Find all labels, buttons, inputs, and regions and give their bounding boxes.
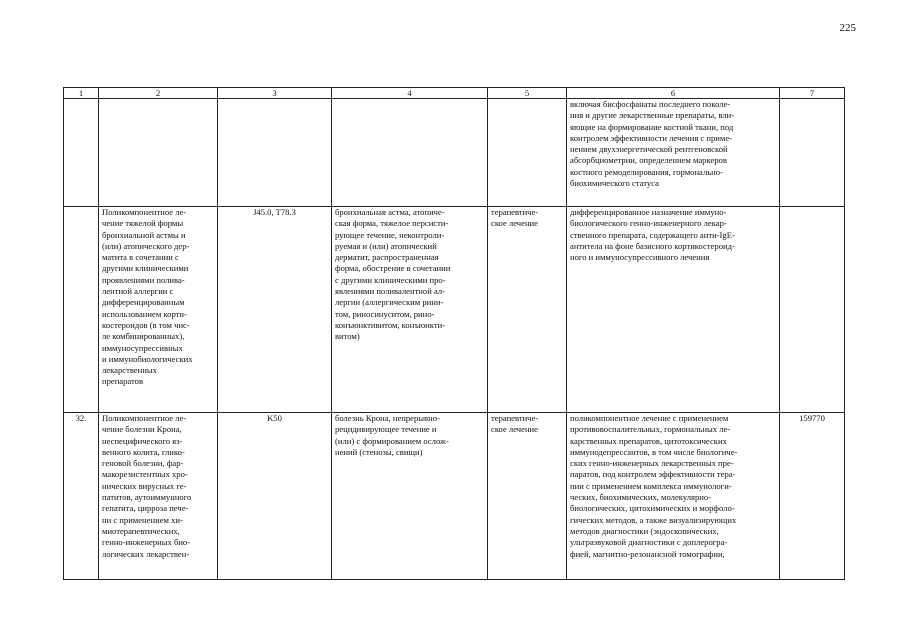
text-line: терапевтиче- bbox=[491, 207, 539, 217]
text-line: терапевтиче- bbox=[491, 413, 539, 423]
text-line: паратов, под контролем эффективности тера- bbox=[570, 469, 736, 480]
text-line: биологических, цитохимических и морфоло- bbox=[570, 503, 735, 514]
text-line: форма, обострение в сочетании bbox=[335, 263, 451, 274]
text-line: противовоспалительных, гормональных ле- bbox=[570, 424, 731, 435]
text-line: Поликомпонентное ле- bbox=[102, 413, 187, 423]
text-line: гепатита, цирроза пече- bbox=[102, 503, 189, 514]
text-line: иммуносупрессивных bbox=[102, 342, 183, 353]
text-line: антитела на фоне базисного кортикостероид- bbox=[570, 240, 735, 251]
text-line: контролем эффективности лечения с приме- bbox=[570, 132, 733, 143]
table-row bbox=[64, 207, 845, 413]
text-line: неспецифического яз- bbox=[102, 435, 183, 446]
text-line: патитов, аутоиммунного bbox=[102, 492, 192, 503]
text-line: поликомпонентное лечение с применением bbox=[570, 413, 729, 423]
text-line: нением двухэнергетической рентгеновской bbox=[570, 144, 728, 155]
text-line: (или) атопического дер- bbox=[102, 240, 190, 251]
text-line: и иммунобиологических bbox=[102, 353, 193, 364]
text-line: другими клиническими bbox=[102, 263, 189, 274]
text-line: костного ремоделирования, гормонально- bbox=[570, 166, 723, 177]
text-line: включая бисфосфанаты последнего поколе- bbox=[570, 99, 731, 109]
patient-model-cell bbox=[332, 99, 488, 207]
care-type-cell bbox=[99, 207, 218, 413]
text-line: рецидивирующее течение и bbox=[335, 424, 437, 435]
column-number: 1 bbox=[64, 88, 99, 99]
text-line: препаратов bbox=[102, 376, 144, 387]
icd-code-cell: J45.0, T78.3 bbox=[218, 207, 332, 413]
text-line: методов диагностики (эндоскопических, bbox=[570, 525, 719, 536]
text-line: ле комбинированных), bbox=[102, 331, 185, 342]
text-line: лекарственных bbox=[102, 365, 157, 376]
text-line: геновой болезни, фар- bbox=[102, 458, 184, 469]
text-line: макорезистентных хро- bbox=[102, 469, 188, 480]
column-number: 4 bbox=[332, 88, 488, 99]
text-line: костероидов (в том чис- bbox=[102, 319, 190, 330]
icd-code-cell bbox=[218, 99, 332, 207]
text-line: рующее течение, неконтроли- bbox=[335, 229, 445, 240]
text-line: ного и иммуносупрессивного лечения bbox=[570, 252, 710, 263]
treatment-method-cell bbox=[567, 99, 780, 207]
cost-cell bbox=[780, 207, 845, 413]
text-line: с другими клиническими про- bbox=[335, 274, 446, 285]
text-line: ческих, биохимических, молекулярно- bbox=[570, 492, 712, 503]
text-line: биологического генно-инженерного лекар- bbox=[570, 218, 727, 229]
text-line: нических вирусных ге- bbox=[102, 480, 187, 491]
treatment-method-cell bbox=[567, 413, 780, 580]
medical-care-table bbox=[63, 87, 845, 580]
text-line: дерматит, распространенная bbox=[335, 252, 439, 263]
text-line: биохимического статуса bbox=[570, 178, 659, 189]
text-line: ское лечение bbox=[491, 424, 538, 435]
text-line: витом) bbox=[335, 331, 360, 342]
text-line: дифференцированным bbox=[102, 297, 185, 308]
text-line: матита в сочетании с bbox=[102, 252, 179, 263]
text-line: абсорбциометрии, определением маркеров bbox=[570, 155, 727, 166]
text-line: дифференцированное назначение иммуно- bbox=[570, 207, 727, 217]
text-line: конъюнктивитом, конъюнкти- bbox=[335, 319, 446, 330]
row-number-cell bbox=[64, 207, 99, 413]
text-line: яющие на формирование костной ткани, под bbox=[570, 121, 734, 132]
text-line: (или) с формированием ослож- bbox=[335, 435, 449, 446]
text-line: руемая и (или) атопический bbox=[335, 240, 437, 251]
text-line: логических лекарствен- bbox=[102, 548, 190, 559]
text-line: иммунодепрессантов, в том числе биологиче- bbox=[570, 446, 738, 457]
text-line: ское лечение bbox=[491, 218, 538, 229]
text-line: пии с применением комплекса иммунологи- bbox=[570, 480, 732, 491]
treatment-type-cell bbox=[488, 207, 567, 413]
text-line: ни с применением хи- bbox=[102, 514, 183, 525]
cost-cell bbox=[780, 99, 845, 207]
text-line: венного колита, глико- bbox=[102, 446, 185, 457]
text-line: использованием корти- bbox=[102, 308, 187, 319]
cost-cell: 159770 bbox=[780, 413, 845, 580]
icd-code-cell: K50 bbox=[218, 413, 332, 580]
text-line: том, риносинуситом, рино- bbox=[335, 308, 435, 319]
text-line: гических методов, а также визуализирующих bbox=[570, 514, 737, 525]
care-type-cell bbox=[99, 99, 218, 207]
treatment-type-cell bbox=[488, 413, 567, 580]
text-line: бронхиальной астмы и bbox=[102, 229, 186, 240]
care-type-cell bbox=[99, 413, 218, 580]
treatment-method-cell bbox=[567, 207, 780, 413]
column-number: 7 bbox=[780, 88, 845, 99]
text-line: нений (стенозы, свищи) bbox=[335, 446, 423, 457]
page-number: 225 bbox=[839, 22, 856, 34]
text-line: ских генно-инженерных лекарственных пре- bbox=[570, 458, 734, 469]
patient-model-cell bbox=[332, 207, 488, 413]
patient-model-cell bbox=[332, 413, 488, 580]
table-row bbox=[64, 99, 845, 207]
column-number: 3 bbox=[218, 88, 332, 99]
treatment-type-cell bbox=[488, 99, 567, 207]
text-line: ния и другие лекарственные препараты, вли- bbox=[570, 110, 735, 121]
text-line: явлениями поливалентной ал- bbox=[335, 286, 445, 297]
text-line: ультразвуковой диагностики с доплерогра- bbox=[570, 537, 728, 548]
column-number-row bbox=[64, 88, 845, 99]
text-line: миотерапевтических, bbox=[102, 525, 180, 536]
table-row bbox=[64, 413, 845, 580]
column-number: 5 bbox=[488, 88, 567, 99]
row-number-cell: 32. bbox=[64, 413, 99, 580]
text-line: бронхиальная астма, атопиче- bbox=[335, 207, 445, 217]
text-line: генно-инженерных био- bbox=[102, 537, 191, 548]
text-line: карственных препаратов, цитотоксических bbox=[570, 435, 727, 446]
text-line: ская форма, тяжелое персисти- bbox=[335, 218, 449, 229]
text-line: лергии (аллергическим рини- bbox=[335, 297, 444, 308]
column-number: 6 bbox=[567, 88, 780, 99]
column-number: 2 bbox=[99, 88, 218, 99]
text-line: проявлениями полива- bbox=[102, 274, 185, 285]
text-line: фией, магнитно-резонансной томографии, bbox=[570, 548, 725, 559]
text-line: чение тяжелой формы bbox=[102, 218, 184, 229]
text-line: Поликомпонентное ле- bbox=[102, 207, 187, 217]
row-number-cell bbox=[64, 99, 99, 207]
text-line: ственного препарата, содержащего анти-IgE- bbox=[570, 229, 735, 240]
text-line: чение болезни Крона, bbox=[102, 424, 182, 435]
text-line: болезнь Крона, непрерывно- bbox=[335, 413, 440, 423]
text-line: лентной аллергии с bbox=[102, 286, 174, 297]
